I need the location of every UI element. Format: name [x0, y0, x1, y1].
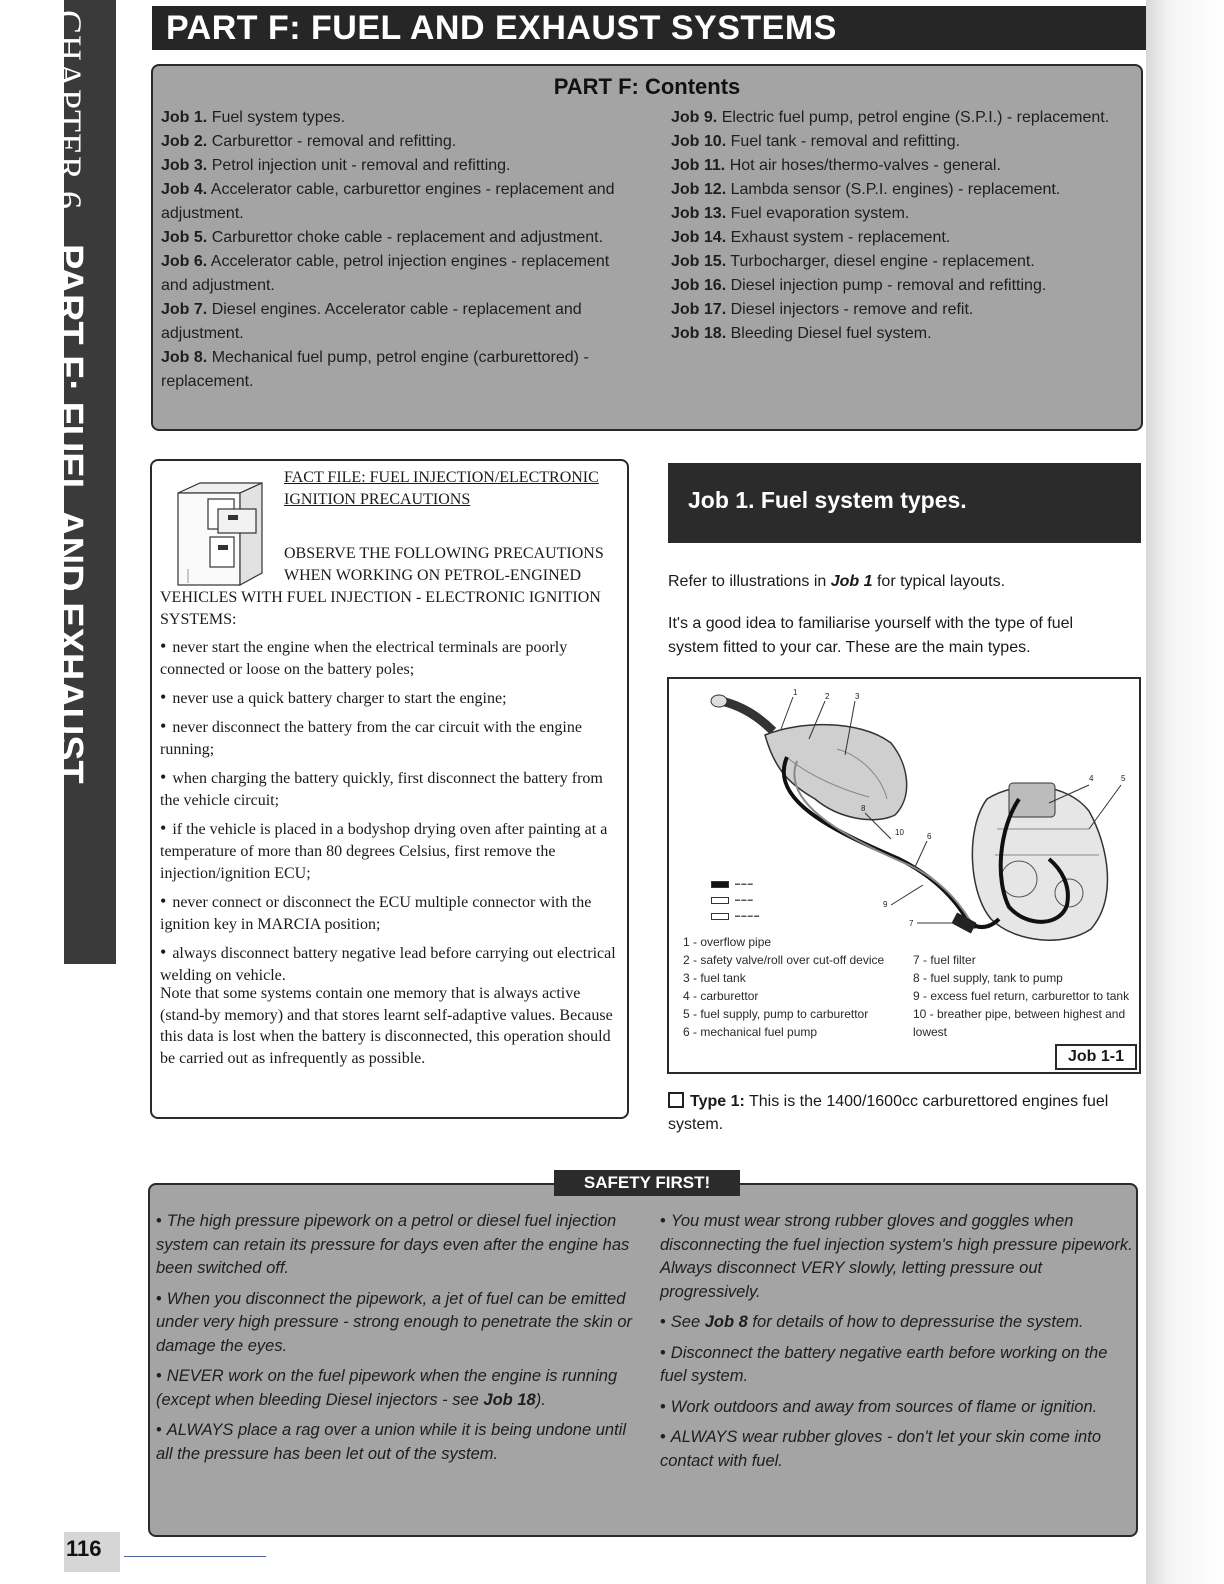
key-swatch [711, 913, 729, 920]
job1-intro-detail: It's a good idea to familiarise yourself with the type of fuel system fitted to your car. These are the main types. [668, 615, 1074, 656]
safety-column-right [660, 1210, 1138, 1480]
job1-reference: Job 1 [830, 573, 873, 590]
safety-tag: SAFETY FIRST! [554, 1170, 740, 1196]
callout-number: 8 [861, 804, 866, 813]
fact-file-heading: FACT FILE: FUEL INJECTION/ELECTRONIC IGNITION PRECAUTIONS [284, 469, 599, 508]
precautions-list [160, 635, 620, 992]
contents-item: Job 10. Fuel tank - removal and refitting. [671, 133, 961, 150]
legend-item: 10 - breather pipe, between highest and lowest [913, 1007, 1126, 1039]
safety-item: • See Job 8 for details of how to depressurise the system. [660, 1311, 1138, 1335]
contents-item: Job 12. Lambda sensor (S.P.I. engines) - replacement. [671, 181, 1061, 198]
fuel-system-diagram [667, 677, 1141, 1074]
contents-item: Job 1. Fuel system types. [161, 109, 346, 126]
callout-number: 4 [1089, 774, 1094, 783]
contents-item: Job 15. Turbocharger, diesel engine - replacement. [671, 253, 1035, 270]
filing-cabinet-icon [174, 479, 266, 587]
diagram-legend-right [913, 951, 1133, 1041]
legend-item: 6 - mechanical fuel pump [683, 1025, 818, 1039]
safety-column-left [156, 1210, 634, 1473]
fact-file-intro-continued: VEHICLES WITH FUEL INJECTION - ELECTRONIC IGNITION SYSTEMS: [160, 589, 601, 628]
contents-box [151, 64, 1143, 431]
key-row: ▬ ▬ ▬ [711, 893, 759, 907]
callout-number: 9 [883, 900, 888, 909]
contents-title: PART F: Contents [553, 74, 741, 99]
figure-tag: Job 1-1 [1055, 1044, 1137, 1070]
safety-item: • The high pressure pipework on a petrol or diesel fuel injection system can retain its pressure for days even after the engine has been switched off. [156, 1210, 634, 1281]
precaution-item: • never disconnect the battery from the car circuit with the engine running; [160, 715, 620, 761]
fact-file-intro: OBSERVE THE FOLLOWING PRECAUTIONS WHEN WORKING ON PETROL-ENGINED [284, 545, 604, 584]
contents-item: Job 17. Diesel injectors - remove and refit. [671, 301, 974, 318]
fact-file-note: Note that some systems contain one memory that is always active (stand-by memory) and that stores learnt self-adaptive values. Because this data is lost when the battery is disconnected, this operation should be carried out as infrequently as possible. [160, 985, 613, 1067]
precaution-item: • never use a quick battery charger to start the engine; [160, 686, 620, 710]
contents-item: Job 18. Bleeding Diesel fuel system. [671, 325, 932, 342]
legend-item: 7 - fuel filter [913, 953, 976, 967]
precaution-item: • if the vehicle is placed in a bodyshop drying oven after painting at a temperature of more than 80 degrees Celsius, first remove the injection/ignition ECU; [160, 817, 620, 885]
callout-number: 5 [1121, 774, 1126, 783]
key-swatch [711, 881, 729, 888]
contents-item: Job 16. Diesel injection pump - removal and refitting. [671, 277, 1047, 294]
contents-item: Job 5. Carburettor choke cable - replacement and adjustment. [161, 229, 604, 246]
contents-item: Job 6. Accelerator cable, petrol injection engines - replacement and adjustment. [161, 253, 610, 294]
key-row: ▬ ▬ ▬ [711, 877, 759, 891]
safety-item: • Work outdoors and away from sources of flame or ignition. [660, 1396, 1138, 1420]
safety-item: • Disconnect the battery negative earth before working on the fuel system. [660, 1342, 1138, 1389]
legend-item: 9 - excess fuel return, carburettor to tank [913, 989, 1130, 1003]
page-edge-shadow [1146, 0, 1224, 1584]
contents-item: Job 8. Mechanical fuel pump, petrol engine (carburettored) - replacement. [161, 349, 589, 390]
contents-item: Job 11. Hot air hoses/thermo-valves - general. [671, 157, 1001, 174]
checkbox-icon [668, 1092, 684, 1108]
precaution-item: • always disconnect battery negative lead before carrying out electrical welding on vehicle. [160, 941, 620, 987]
chapter-number: CHAPTER 6 [49, 10, 89, 211]
legend-item: 4 - carburettor [683, 989, 759, 1003]
page-number: 116 [66, 1536, 102, 1561]
safety-item: • When you disconnect the pipework, a jet of fuel can be emitted under very high pressure - strong enough to penetrate the skin or damage the eyes. [156, 1288, 634, 1359]
fact-file-box [150, 459, 629, 1119]
legend-item: 5 - fuel supply, pump to carburettor [683, 1007, 869, 1021]
legend-item: 3 - fuel tank [683, 971, 746, 985]
contents-item: Job 14. Exhaust system - replacement. [671, 229, 951, 246]
contents-item: Job 13. Fuel evaporation system. [671, 205, 910, 222]
contents-item: Job 4. Accelerator cable, carburettor engines - replacement and adjustment. [161, 181, 615, 222]
safety-item: • ALWAYS place a rag over a union while it is being undone until all the pressure has been let out of the system. [156, 1419, 634, 1466]
type1-label: Type 1: [690, 1093, 745, 1110]
callout-number: 7 [909, 919, 914, 928]
callout-number: 3 [855, 692, 860, 701]
contents-item: Job 9. Electric fuel pump, petrol engine (S.P.I.) - replacement. [671, 109, 1110, 126]
key-swatch [711, 897, 729, 904]
contents-item: Job 7. Diesel engines. Accelerator cable - replacement and adjustment. [161, 301, 582, 342]
footer-rule [124, 1556, 266, 1557]
callout-number: 2 [825, 692, 830, 701]
type1-text: This is the 1400/1600cc carburettored engines fuel system. [668, 1093, 1109, 1133]
chapter-part-title: PART F: FUEL AND EXHAUST [48, 244, 90, 784]
job1-banner: Job 1. Fuel system types. [668, 463, 1141, 543]
contents-column-right [671, 106, 1111, 346]
diagram-line-key [711, 877, 759, 925]
callout-number: 1 [793, 688, 798, 697]
contents-item: Job 2. Carburettor - removal and refitting. [161, 133, 457, 150]
callout-number: 6 [927, 832, 932, 841]
precaution-item: • when charging the battery quickly, first disconnect the battery from the vehicle circuit; [160, 766, 620, 812]
contents-item: Job 3. Petrol injection unit - removal and refitting. [161, 157, 511, 174]
callout-number: 10 [895, 828, 904, 837]
job1-intro: Refer to illustrations in Job 1 for typical layouts. [668, 573, 1006, 590]
legend-item: 8 - fuel supply, tank to pump [913, 971, 1063, 985]
type1-description [668, 1090, 1138, 1136]
safety-item: • NEVER work on the fuel pipework when the engine is running (except when bleeding Diesel injectors - see Job 18). [156, 1365, 634, 1412]
legend-item: 1 - overflow pipe [683, 935, 772, 949]
safety-item: • You must wear strong rubber gloves and goggles when disconnecting the fuel injection system's high pressure pipework. Always disconnect VERY slowly, letting pressure out progressively. [660, 1210, 1138, 1304]
precaution-item: • never start the engine when the electrical terminals are poorly connected or loose on the battery poles; [160, 635, 620, 681]
precaution-item: • never connect or disconnect the ECU multiple connector with the ignition key in MARCIA position; [160, 890, 620, 936]
page-title: PART F: FUEL AND EXHAUST SYSTEMS [152, 6, 1146, 50]
safety-item: • ALWAYS wear rubber gloves - don't let your skin come into contact with fuel. [660, 1426, 1138, 1473]
contents-column-left [161, 106, 631, 394]
key-row: ▬ ▬ ▬ ▬ [711, 909, 759, 923]
chapter-side-label [47, 10, 90, 784]
diagram-legend-left [683, 933, 913, 1041]
legend-item: 2 - safety valve/roll over cut-off device [683, 953, 885, 967]
